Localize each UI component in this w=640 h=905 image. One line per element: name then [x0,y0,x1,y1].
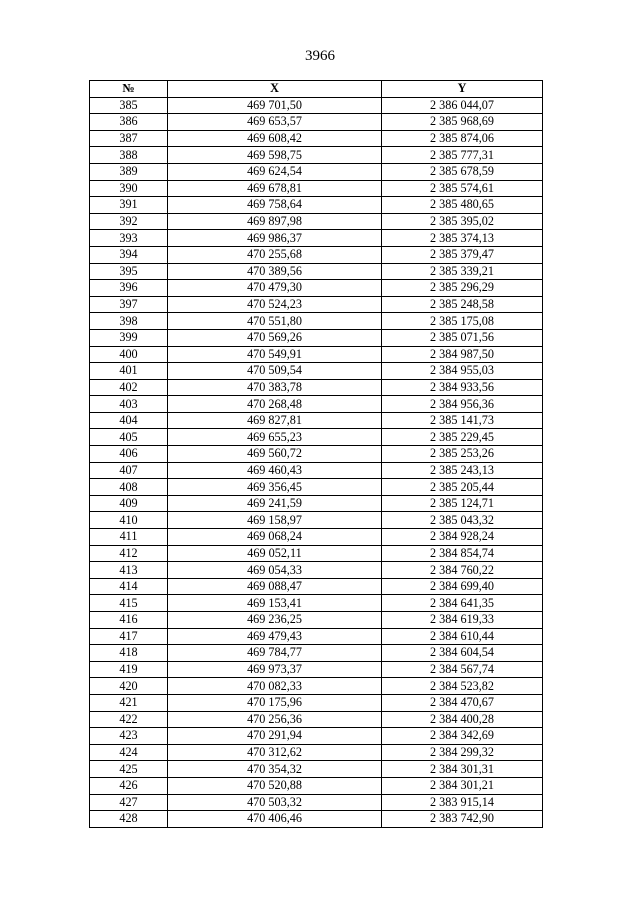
cell-number: 408 [90,479,168,496]
cell-y: 2 385 374,13 [382,230,543,247]
cell-x: 470 389,56 [168,263,382,280]
cell-number: 421 [90,694,168,711]
table-row [90,744,543,761]
cell-number: 426 [90,777,168,794]
table-body [90,97,543,827]
cell-y: 2 383 915,14 [382,794,543,811]
cell-x: 470 255,68 [168,246,382,263]
table-row [90,645,543,662]
cell-x: 469 479,43 [168,628,382,645]
cell-x: 469 158,97 [168,512,382,529]
cell-y: 2 384 301,31 [382,761,543,778]
cell-x: 470 479,30 [168,280,382,297]
table-row [90,512,543,529]
cell-x: 470 509,54 [168,363,382,380]
table-row [90,728,543,745]
cell-x: 469 054,33 [168,562,382,579]
cell-y: 2 385 395,02 [382,213,543,230]
cell-x: 469 153,41 [168,595,382,612]
cell-y: 2 385 339,21 [382,263,543,280]
table-row [90,363,543,380]
cell-x: 469 784,77 [168,645,382,662]
table-row [90,280,543,297]
page-number: 3966 [305,48,335,64]
cell-x: 469 608,42 [168,130,382,147]
cell-number: 397 [90,296,168,313]
cell-number: 386 [90,114,168,131]
cell-y: 2 385 229,45 [382,429,543,446]
cell-y: 2 385 777,31 [382,147,543,164]
table-row [90,595,543,612]
header-x: X [168,81,382,98]
cell-y: 2 384 928,24 [382,529,543,546]
cell-y: 2 384 987,50 [382,346,543,363]
cell-number: 425 [90,761,168,778]
cell-x: 469 624,54 [168,163,382,180]
cell-number: 417 [90,628,168,645]
cell-y: 2 385 205,44 [382,479,543,496]
cell-y: 2 385 175,08 [382,313,543,330]
cell-y: 2 384 955,03 [382,363,543,380]
cell-number: 387 [90,130,168,147]
cell-number: 424 [90,744,168,761]
cell-number: 402 [90,379,168,396]
cell-y: 2 385 253,26 [382,446,543,463]
cell-y: 2 384 400,28 [382,711,543,728]
cell-y: 2 385 243,13 [382,462,543,479]
cell-y: 2 383 742,90 [382,811,543,828]
coordinates-table [89,80,543,828]
cell-number: 404 [90,412,168,429]
cell-number: 410 [90,512,168,529]
cell-number: 392 [90,213,168,230]
table-row [90,545,543,562]
table-row [90,529,543,546]
cell-number: 398 [90,313,168,330]
table-row [90,612,543,629]
table-row [90,246,543,263]
cell-number: 428 [90,811,168,828]
cell-x: 469 758,64 [168,197,382,214]
table-row [90,495,543,512]
cell-number: 409 [90,495,168,512]
cell-number: 415 [90,595,168,612]
cell-number: 400 [90,346,168,363]
table-row [90,678,543,695]
cell-number: 388 [90,147,168,164]
cell-y: 2 385 141,73 [382,412,543,429]
table-row [90,97,543,114]
cell-y: 2 384 854,74 [382,545,543,562]
cell-number: 399 [90,329,168,346]
cell-number: 385 [90,97,168,114]
cell-number: 389 [90,163,168,180]
table-row [90,313,543,330]
table-row [90,412,543,429]
cell-y: 2 384 933,56 [382,379,543,396]
table-row [90,578,543,595]
table-row [90,479,543,496]
table-row [90,462,543,479]
table-row [90,180,543,197]
cell-x: 470 524,23 [168,296,382,313]
cell-number: 393 [90,230,168,247]
cell-x: 470 312,62 [168,744,382,761]
cell-y: 2 384 301,21 [382,777,543,794]
table-row [90,794,543,811]
table-row [90,213,543,230]
cell-x: 469 241,59 [168,495,382,512]
cell-number: 395 [90,263,168,280]
cell-x: 470 503,32 [168,794,382,811]
cell-x: 469 052,11 [168,545,382,562]
cell-x: 469 986,37 [168,230,382,247]
cell-number: 416 [90,612,168,629]
cell-y: 2 386 044,07 [382,97,543,114]
cell-x: 469 356,45 [168,479,382,496]
cell-x: 470 256,36 [168,711,382,728]
cell-number: 407 [90,462,168,479]
cell-y: 2 385 874,06 [382,130,543,147]
cell-x: 470 551,80 [168,313,382,330]
table-row [90,296,543,313]
cell-x: 470 383,78 [168,379,382,396]
table-row [90,163,543,180]
cell-number: 396 [90,280,168,297]
cell-x: 470 549,91 [168,346,382,363]
cell-x: 469 701,50 [168,97,382,114]
cell-x: 470 354,32 [168,761,382,778]
cell-number: 401 [90,363,168,380]
cell-number: 422 [90,711,168,728]
cell-number: 405 [90,429,168,446]
cell-x: 469 655,23 [168,429,382,446]
table-row [90,661,543,678]
cell-number: 390 [90,180,168,197]
table-row [90,263,543,280]
cell-x: 469 678,81 [168,180,382,197]
table-row [90,711,543,728]
table-row [90,694,543,711]
cell-x: 469 068,24 [168,529,382,546]
cell-x: 469 653,57 [168,114,382,131]
cell-y: 2 384 610,44 [382,628,543,645]
table-row [90,197,543,214]
cell-y: 2 385 124,71 [382,495,543,512]
cell-y: 2 385 379,47 [382,246,543,263]
table-row [90,346,543,363]
table-row [90,130,543,147]
cell-y: 2 385 968,69 [382,114,543,131]
cell-x: 470 175,96 [168,694,382,711]
table-row [90,446,543,463]
cell-y: 2 384 523,82 [382,678,543,695]
table-row [90,777,543,794]
cell-number: 411 [90,529,168,546]
cell-number: 414 [90,578,168,595]
cell-number: 412 [90,545,168,562]
cell-y: 2 384 567,74 [382,661,543,678]
table-header [90,81,543,98]
cell-y: 2 384 760,22 [382,562,543,579]
cell-x: 470 082,33 [168,678,382,695]
cell-x: 470 520,88 [168,777,382,794]
header-y: Y [382,81,543,98]
cell-number: 394 [90,246,168,263]
header-number: № [90,81,168,98]
table-row [90,811,543,828]
cell-x: 469 897,98 [168,213,382,230]
cell-number: 423 [90,728,168,745]
table-row [90,562,543,579]
table-row [90,230,543,247]
cell-x: 470 569,26 [168,329,382,346]
cell-number: 406 [90,446,168,463]
cell-number: 420 [90,678,168,695]
cell-y: 2 384 956,36 [382,396,543,413]
cell-x: 469 560,72 [168,446,382,463]
cell-number: 418 [90,645,168,662]
cell-x: 470 406,46 [168,811,382,828]
cell-x: 469 973,37 [168,661,382,678]
cell-y: 2 385 071,56 [382,329,543,346]
cell-y: 2 384 342,69 [382,728,543,745]
cell-y: 2 384 299,32 [382,744,543,761]
cell-x: 470 268,48 [168,396,382,413]
cell-x: 469 827,81 [168,412,382,429]
cell-y: 2 384 699,40 [382,578,543,595]
cell-number: 403 [90,396,168,413]
cell-y: 2 385 574,61 [382,180,543,197]
cell-y: 2 384 604,54 [382,645,543,662]
cell-y: 2 384 619,33 [382,612,543,629]
table-row [90,396,543,413]
table-row [90,761,543,778]
cell-y: 2 384 641,35 [382,595,543,612]
table-row [90,147,543,164]
cell-y: 2 385 480,65 [382,197,543,214]
cell-x: 469 236,25 [168,612,382,629]
table-row [90,329,543,346]
table-row [90,429,543,446]
cell-x: 469 460,43 [168,462,382,479]
cell-x: 470 291,94 [168,728,382,745]
table-row [90,379,543,396]
table-row [90,114,543,131]
cell-y: 2 385 043,32 [382,512,543,529]
cell-number: 413 [90,562,168,579]
cell-number: 391 [90,197,168,214]
cell-x: 469 598,75 [168,147,382,164]
cell-number: 427 [90,794,168,811]
header-row [90,81,543,98]
cell-x: 469 088,47 [168,578,382,595]
cell-y: 2 385 248,58 [382,296,543,313]
table-row [90,628,543,645]
cell-number: 419 [90,661,168,678]
cell-y: 2 385 296,29 [382,280,543,297]
cell-y: 2 385 678,59 [382,163,543,180]
cell-y: 2 384 470,67 [382,694,543,711]
